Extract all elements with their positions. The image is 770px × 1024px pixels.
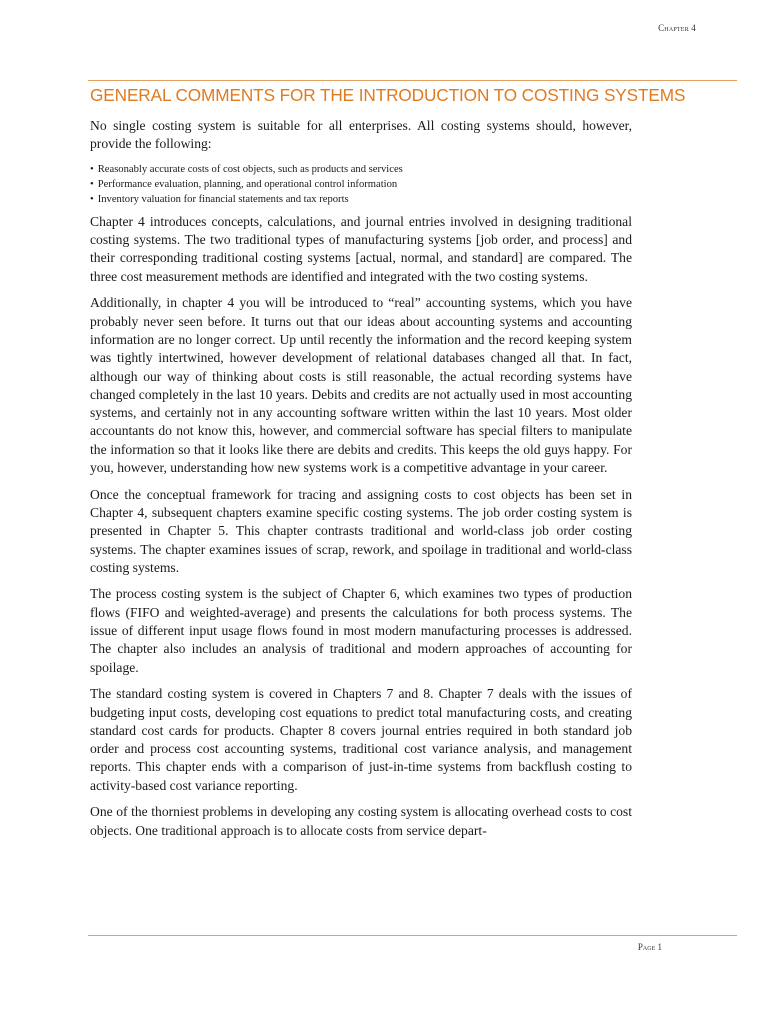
footer-divider [88,935,737,936]
paragraph: Chapter 4 introduces concepts, calculations, and journal entries involved in designing traditional costing systems. The two traditional types of manufacturing systems [job order, and process] and their corresponding traditional costing systems [actual, normal, and standard] are compared. The three cost measurement methods are identified and integrated with the two costing systems. [90,213,632,284]
list-item: • Reasonably accurate costs of cost objects, such as products and services [90,162,632,177]
body-text [90,117,632,848]
list-item: • Inventory valuation for financial statements and tax reports [90,192,632,207]
paragraph: One of the thorniest problems in developing any costing system is allocating overhead costs to cost objects. One traditional approach is to allocate costs from service depart- [90,804,632,838]
bullet-list [90,162,632,207]
paragraph: The process costing system is the subject of Chapter 6, which examines two types of production flows (FIFO and weighted-average) and presents the calculations for both process systems. The issue of different input usage flows found in most modern manufacturing processes is addressed. The chapter also includes an analysis of traditional and modern approaches of accounting for spoilage. [90,586,632,675]
running-head: Chapter 4 [658,23,696,33]
page-number: Page 1 [637,942,662,952]
list-item: • Performance evaluation, planning, and operational control information [90,177,632,192]
section-title: GENERAL COMMENTS FOR THE INTRODUCTION TO COSTING SYSTEMS [90,85,686,105]
paragraph: Additionally, in chapter 4 you will be introduced to “real” accounting systems, which you have probably never seen before. It turns out that our ideas about accounting systems and accounting information are no longer correct. Up until recently the information and the record keeping system was tightly intertwined, however development of relational databases changed all that. In fact, although our way of thinking about costs is still reasonable, the actual recording systems have changed completely in the last 10 years. Debits and credits are not actually used in most accounting systems, and certainly not in any accounting software written within the last 10 years. Most older accountants do not know this, however, and commercial software has special filters to manipulate the information so that it looks like there are debits and credits. This keeps the old guys happy. For you, however, understanding how new systems work is a competitive advantage in your career. [90,295,632,476]
header-divider [88,80,737,81]
paragraph: The standard costing system is covered in Chapters 7 and 8. Chapter 7 deals with the issues of budgeting input costs, developing cost equations to predict total manufacturing costs, and creating standard cost cards for products. Chapter 8 covers journal entries required in both standard job order and process cost accounting systems, traditional cost variance analysis, and management reports. This chapter ends with a comparison of just-in-time systems from backflush costing to activity-based cost variance reporting. [90,686,632,793]
intro-paragraph: No single costing system is suitable for all enterprises. All costing systems should, however, provide the following: [90,118,632,152]
paragraph: Once the conceptual framework for tracing and assigning costs to cost objects has been set in Chapter 4, subsequent chapters examine specific costing systems. The job order costing system is presented in Chapter 5. This chapter contrasts traditional and world-class job order costing systems. The chapter examines issues of scrap, rework, and spoilage in traditional and world-class costing systems. [90,486,632,575]
